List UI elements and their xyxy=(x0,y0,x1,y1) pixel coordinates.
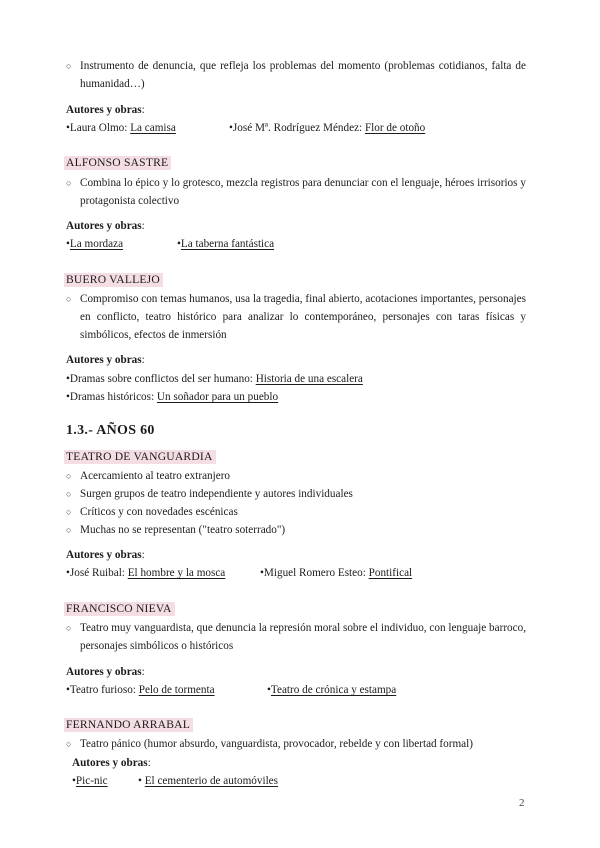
authors-label: Autores y obras: xyxy=(66,666,145,678)
list-item: Críticos y con novedades escénicas xyxy=(80,506,238,518)
author-jose-ruibal: •José Ruibal: El hombre y la mosca xyxy=(66,567,226,579)
authors-label: Autores y obras: xyxy=(66,104,145,116)
work-la-taberna-fantastica: •La taberna fantástica xyxy=(177,238,275,250)
bullet-icon: ○ xyxy=(66,61,72,71)
work-pic-nic: •Pic-nic xyxy=(72,775,108,787)
list-item: Surgen grupos de teatro independiente y autores individuales xyxy=(80,488,353,500)
section-title-anos-60: 1.3.- AÑOS 60 xyxy=(66,423,155,438)
bullet-icon: ○ xyxy=(66,489,72,499)
author-rodriguez-mendez: •José Mª. Rodríguez Méndez: Flor de otoño xyxy=(229,122,426,134)
work-historia-de-una-escalera: Historia de una escalera xyxy=(255,373,363,385)
section-heading-alfonso-sastre: ALFONSO SASTRE xyxy=(64,154,171,172)
buero-dramas-historicos: •Dramas históricos: Un soñador para un pueblo xyxy=(66,391,279,403)
bullet-icon: ○ xyxy=(66,294,72,304)
work-el-hombre-y-la-mosca: El hombre y la mosca xyxy=(127,567,226,579)
list-item: Muchas no se representan ("teatro soterrado") xyxy=(80,524,286,536)
author-laura-olmo: •Laura Olmo: La camisa xyxy=(66,122,176,134)
section-heading-buero-vallejo: BUERO VALLEJO xyxy=(64,271,163,289)
buero-description: Compromiso con temas humanos, usa la tragedia, final abierto, acotaciones importantes, personajes en conflicto, teatro histórico para analizar lo contemporáneo, personajes con taras físicas y simbólicos, efectos de inmersión xyxy=(80,293,526,341)
nieva-teatro-furioso: •Teatro furioso: Pelo de tormenta xyxy=(66,684,215,696)
authors-label: Autores y obras: xyxy=(72,757,151,769)
authors-label: Autores y obras: xyxy=(66,549,145,561)
bullet-icon: ○ xyxy=(66,525,72,535)
work-la-camisa: La camisa xyxy=(130,122,176,134)
section-heading-francisco-nieva: FRANCISCO NIEVA xyxy=(64,600,175,618)
bullet-icon: ○ xyxy=(66,739,72,749)
work-el-cementerio-de-automoviles: • El cementerio de automóviles xyxy=(138,775,278,787)
sastre-description: Combina lo épico y lo grotesco, mezcla registros para denunciar con el lenguaje, héroes irrisorios y protagonista colectivo xyxy=(80,177,526,207)
work-teatro-de-cronica: •Teatro de crónica y estampa xyxy=(267,684,397,696)
bullet-icon: ○ xyxy=(66,471,72,481)
author-romero-esteo: •Miguel Romero Esteo: Pontifical xyxy=(260,567,413,579)
bullet-icon: ○ xyxy=(66,623,72,633)
work-pelo-de-tormenta: Pelo de tormenta xyxy=(138,684,215,696)
nieva-description: Teatro muy vanguardista, que denuncia la represión moral sobre el individuo, con lenguaje barroco, personajes simbólicos o históricos xyxy=(80,622,526,652)
section-heading-teatro-vanguardia: TEATRO DE VANGUARDIA xyxy=(64,448,216,466)
list-item: Acercamiento al teatro extranjero xyxy=(80,470,231,482)
bullet-icon: ○ xyxy=(66,178,72,188)
work-un-sonador-para-un-pueblo: Un soñador para un pueblo xyxy=(156,391,279,403)
work-la-mordaza: •La mordaza xyxy=(66,238,124,250)
buero-dramas-conflictos: •Dramas sobre conflictos del ser humano: Historia de una escalera xyxy=(66,373,363,385)
work-pontifical: Pontifical xyxy=(368,567,413,579)
authors-label: Autores y obras: xyxy=(66,354,145,366)
arrabal-description: Teatro pánico (humor absurdo, vanguardista, provocador, rebelde y con libertad formal) xyxy=(80,738,473,750)
authors-label: Autores y obras: xyxy=(66,220,145,232)
bullet-icon: ○ xyxy=(66,507,72,517)
work-flor-de-otono: Flor de otoño xyxy=(364,122,426,134)
page-number: 2 xyxy=(519,797,525,809)
section-heading-fernando-arrabal: FERNANDO ARRABAL xyxy=(64,716,193,734)
intro-text: Instrumento de denuncia, que refleja los problemas del momento (problemas cotidianos, falta de humanidad…) xyxy=(80,60,526,90)
